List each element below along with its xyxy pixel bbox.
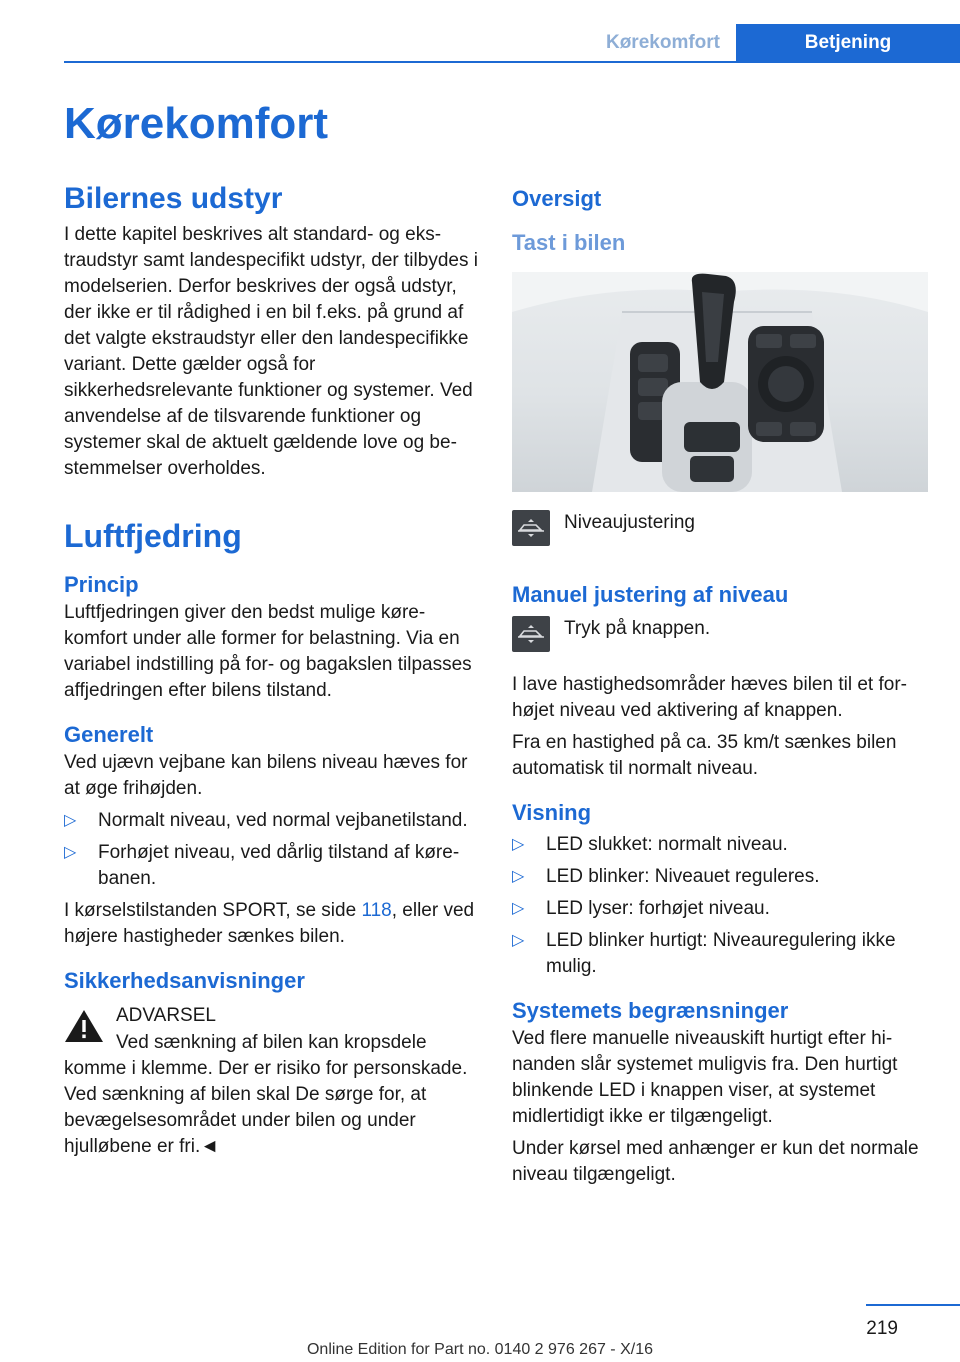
triangle-right-icon: ▷ <box>512 900 525 917</box>
triangle-right-icon: ▷ <box>512 836 525 853</box>
subsection-visning: Visning <box>512 800 592 825</box>
triangle-right-icon: ▷ <box>64 844 77 861</box>
warning-triangle-icon <box>64 1008 104 1044</box>
header-tabs <box>590 24 960 62</box>
niveau-label: Niveaujustering <box>564 512 695 533</box>
subsection-oversigt: Oversigt <box>512 186 602 211</box>
tab-betjening: Betjening <box>736 24 960 62</box>
left-column <box>64 180 480 1160</box>
page-title: Kørekomfort <box>64 99 329 148</box>
visning-list <box>512 832 928 980</box>
page-number: 219 <box>866 1318 898 1339</box>
warning-block <box>64 1002 480 1160</box>
console-photo <box>512 272 928 492</box>
list-item: ▷ Normalt niveau, ved normal vejbanetilstand. <box>64 808 480 834</box>
sport-text: I kørselstilstanden SPORT, se side 118, eller ved højere hastigheder sænkes bilen. <box>64 900 475 947</box>
triangle-right-icon: ▷ <box>512 932 525 949</box>
section-title-udstyr: Bilernes udstyr <box>64 182 283 215</box>
princip-text: Luftfjedringen giver den bedst mulige kørekomfort under alle former for belastning. Via en variabel indstilling på for- og bagakslen tilpasses affjedringen efter bilens tilstand. <box>64 602 472 701</box>
generelt-text: Ved ujævn vejbane kan bilens niveau hæves for at øge frihøjden. <box>64 752 468 799</box>
car-level-icon <box>512 510 550 546</box>
footer-rule <box>866 1304 960 1306</box>
car-level-icon <box>512 616 550 652</box>
page-link-118[interactable]: 118 <box>361 900 392 921</box>
begr-text-1: Ved flere manuelle niveauskift hurtigt efter hinanden slår systemet muligvis fra. Den hurtigt blinkende LED i knappen viser, at systemet midlertidigt ikke er tilgængeligt. <box>512 1028 898 1127</box>
begr-text-2: Under kørsel med anhænger er kun det normale niveau tilgængeligt. <box>512 1138 919 1185</box>
warning-text: Ved sænkning af bilen kan kropsdele komme i klemme. Der er risiko for personskade. Ved sænkning af bilen skal De sørge for, at bevægelsesområdet under bilen og under hjulløbene er fri.◄ <box>64 1032 468 1157</box>
manuel-text-1: I lave hastighedsområder hæves bilen til et forhøjet niveau ved aktivering af knappen. <box>512 674 907 721</box>
list-item: ▷ LED blinker hurtigt: Niveauregulering ikke mulig. <box>512 930 896 977</box>
niveau-row <box>512 510 928 546</box>
manuel-text-2: Fra en hastighed på ca. 35 km/t sænkes bilen automatisk til normalt niveau. <box>512 732 897 779</box>
udstyr-text: I dette kapitel beskrives alt standard- og ekstraudstyr samt landespecifikt udstyr, der tilbydes i modelserien. Derfor beskrives der også udstyr, der ikke er til rådighed i en bil f.eks. på grund af det valgte ekstraudstyr eller den landespecifikke variant. Dette gælder også for sikkerhedsrelevante funktioner og systemer. Ved anvendelse af de tilsvarende funktioner og systemer skal de aktuelt gældende love og bestemmelser overholdes. <box>64 224 478 479</box>
tab-korekomfort: Kørekomfort <box>590 24 736 62</box>
manuel-step-row <box>512 616 928 652</box>
warning-label: ADVARSEL <box>116 1005 216 1026</box>
header-rule <box>64 61 960 63</box>
subsection-tast: Tast i bilen <box>512 230 626 255</box>
list-item: ▷ LED blinker: Niveauet reguleres. <box>512 864 928 890</box>
footer-edition: Online Edition for Part no. 0140 2 976 267 - X/16 <box>306 1341 653 1358</box>
subsection-begraensninger: Systemets begrænsninger <box>512 998 789 1023</box>
list-item: ▷ Forhøjet niveau, ved dårlig tilstand af kørebanen. <box>64 842 460 889</box>
list-item: ▷ LED slukket: normalt niveau. <box>512 832 928 858</box>
section-title-luftfjedring: Luftfjedring <box>64 518 242 554</box>
triangle-right-icon: ▷ <box>512 868 525 885</box>
generelt-list <box>64 808 480 892</box>
center-console-illustration <box>512 272 928 492</box>
subsection-sikkerhed: Sikkerhedsanvisninger <box>64 968 305 993</box>
triangle-right-icon: ▷ <box>64 812 77 829</box>
right-column <box>512 180 928 1188</box>
list-item: ▷ LED lyser: forhøjet niveau. <box>512 896 928 922</box>
subsection-generelt: Generelt <box>64 722 154 747</box>
subsection-princip: Princip <box>64 572 139 597</box>
manuel-step-text: Tryk på knappen. <box>564 618 711 639</box>
subsection-manuel: Manuel justering af niveau <box>512 582 789 607</box>
